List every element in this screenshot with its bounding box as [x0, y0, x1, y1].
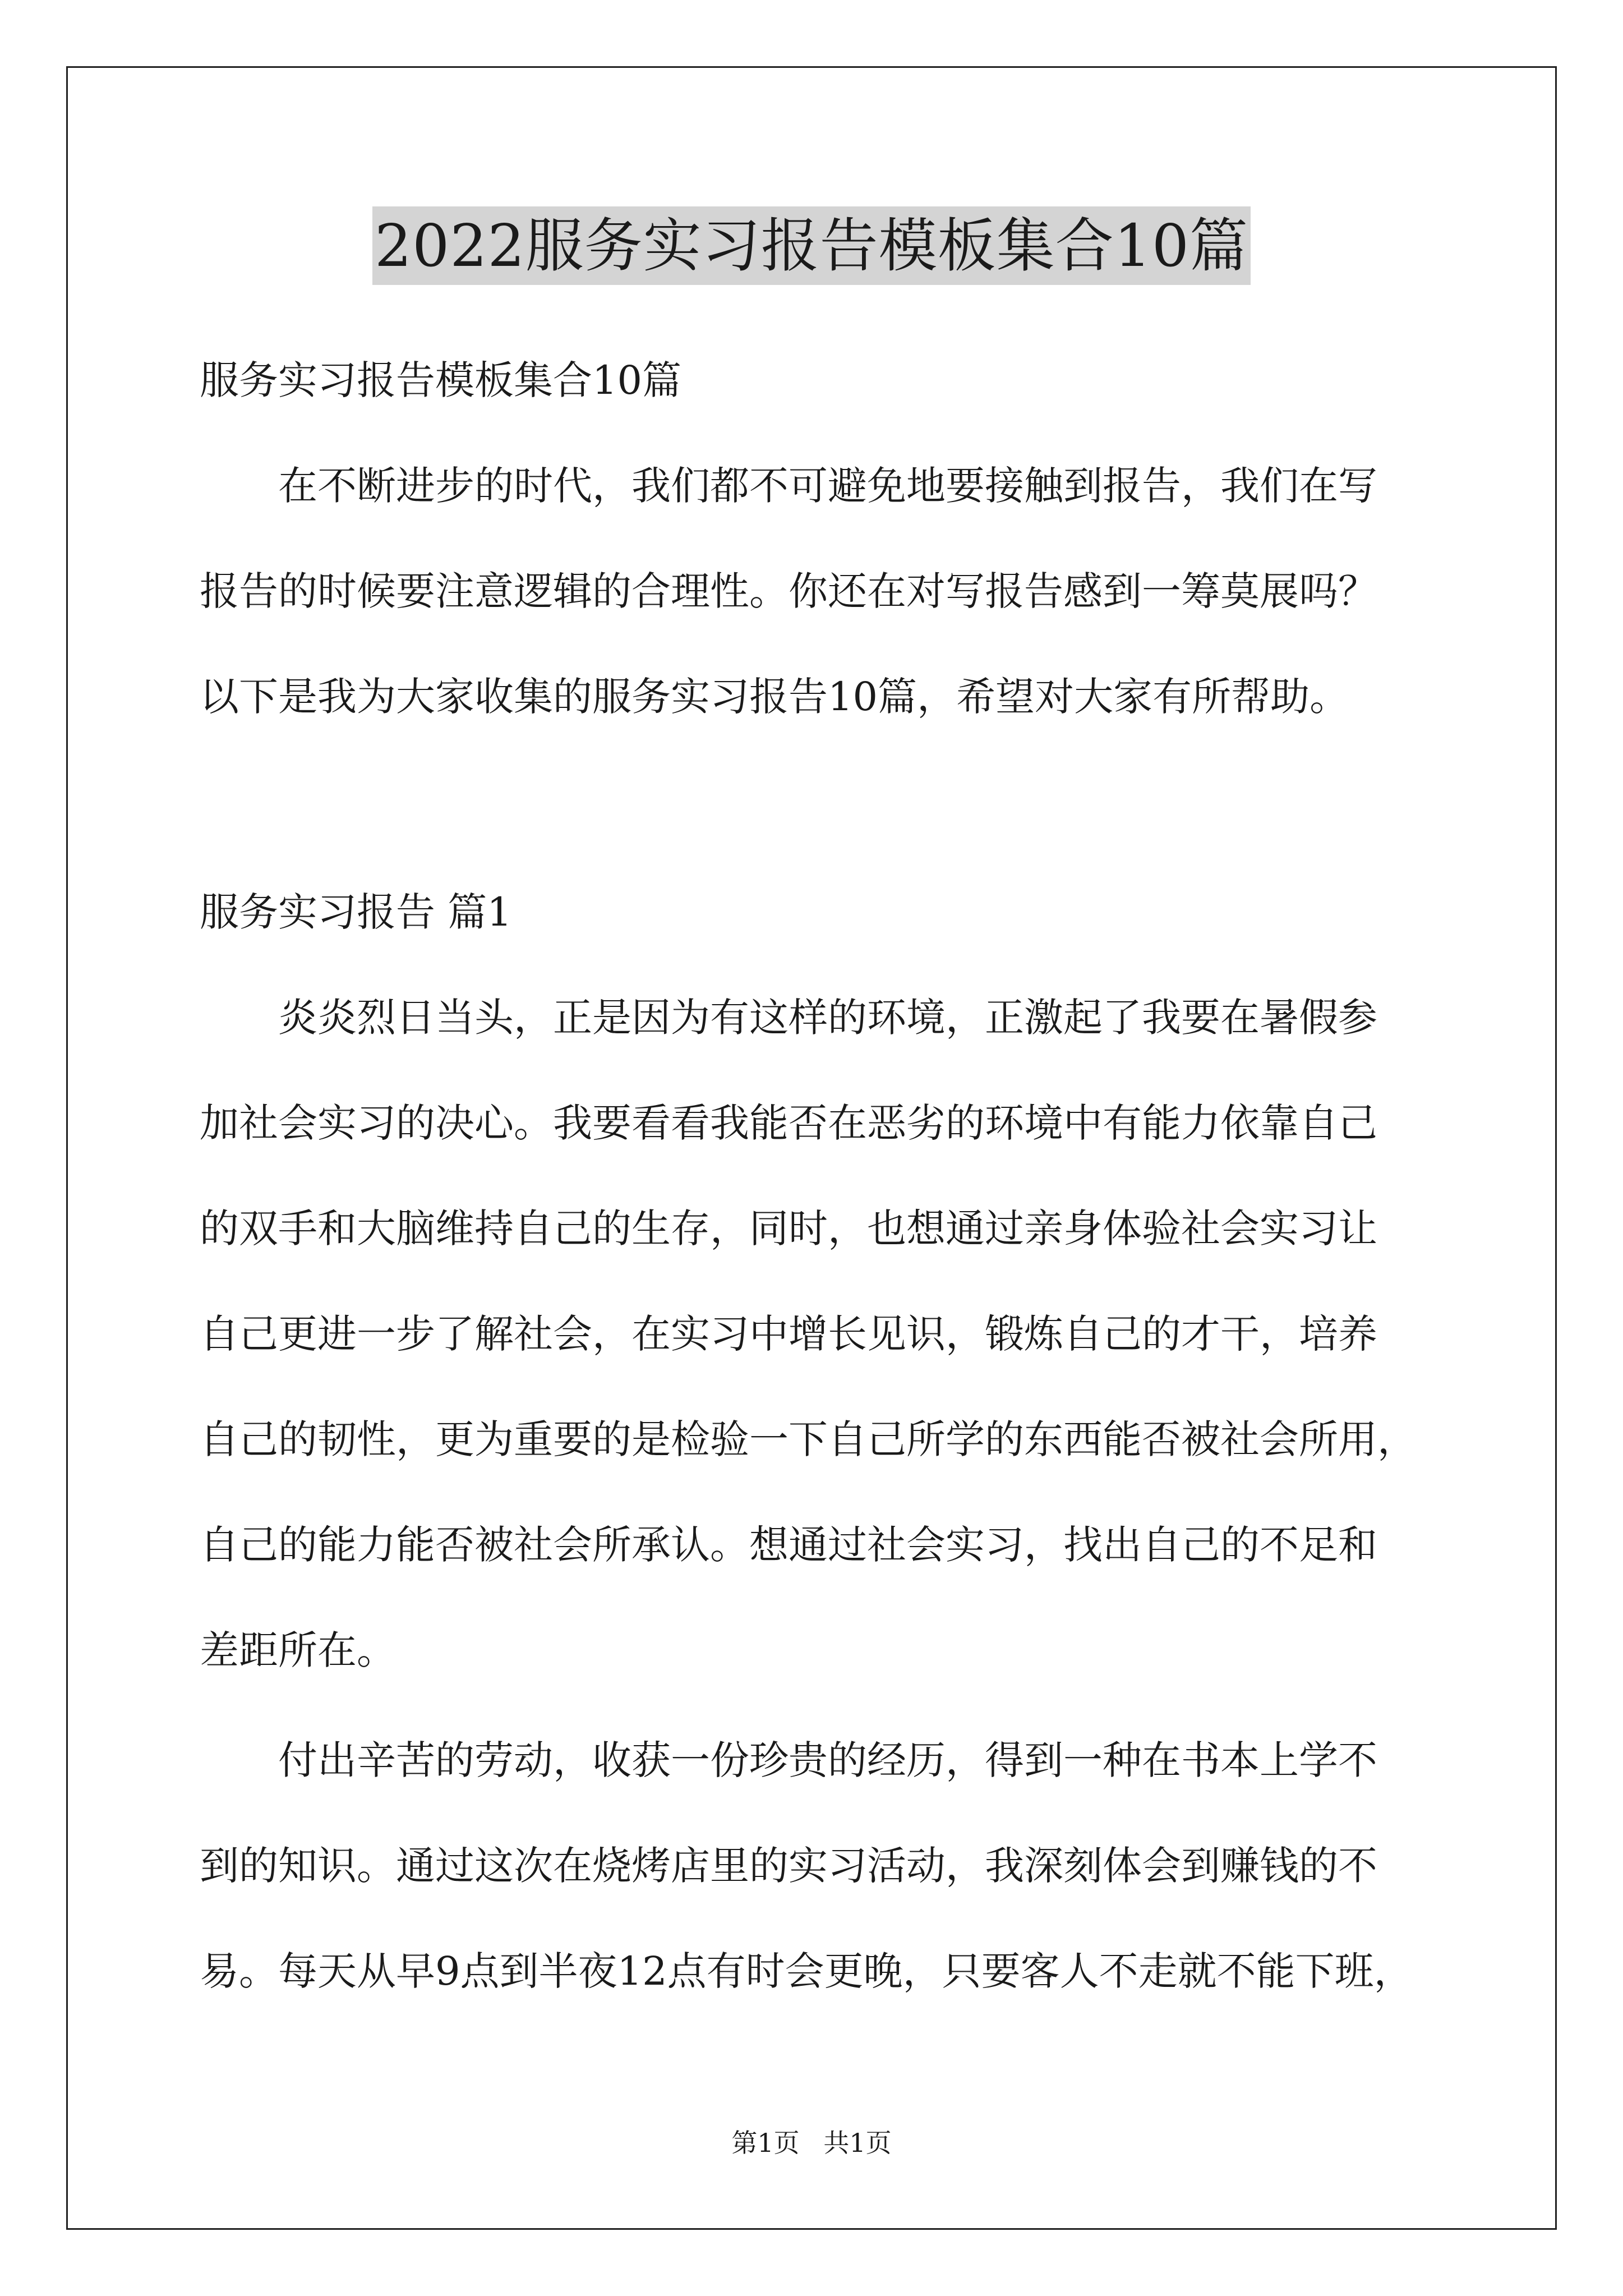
para1-line-2: 加社会实习的决心。我要看看我能否在恶劣的环境中有能力依靠自己	[200, 1100, 1377, 1146]
section-heading: 服务实习报告 篇1	[200, 889, 512, 935]
para2-line-3: 易。每天从早9点到半夜12点有时会更晚，只要客人不走就不能下班，	[200, 1948, 1413, 1994]
para1-line-7: 差距所在。	[200, 1627, 396, 1673]
page-footer	[0, 2126, 1623, 2160]
page-number: 第1页	[731, 2128, 800, 2158]
intro-line-3: 以下是我为大家收集的服务实习报告10篇，希望对大家有所帮助。	[200, 674, 1349, 720]
para1-line-1: 炎炎烈日当头，正是因为有这样的环境，正激起了我要在暑假参	[278, 995, 1377, 1041]
para2-line-2: 到的知识。通过这次在烧烤店里的实习活动，我深刻体会到赚钱的不	[200, 1843, 1377, 1889]
para1-line-3: 的双手和大脑维持自己的生存，同时，也想通过亲身体验社会实习让	[200, 1205, 1377, 1251]
para1-line-6: 自己的能力能否被社会所承认。想通过社会实习，找出自己的不足和	[200, 1522, 1377, 1568]
para2-line-1: 付出辛苦的劳动，收获一份珍贵的经历，得到一种在书本上学不	[278, 1737, 1377, 1783]
intro-line-1: 在不断进步的时代，我们都不可避免地要接触到报告，我们在写	[278, 463, 1377, 509]
document-subtitle: 服务实习报告模板集合10篇	[200, 357, 682, 403]
page-total: 共1页	[823, 2128, 892, 2158]
para1-line-5: 自己的韧性，更为重要的是检验一下自己所学的东西能否被社会所用，	[200, 1416, 1417, 1462]
title-container	[0, 206, 1623, 285]
intro-line-2: 报告的时候要注意逻辑的合理性。你还在对写报告感到一筹莫展吗？	[200, 568, 1377, 614]
para1-line-4: 自己更进一步了解社会，在实习中增长见识，锻炼自己的才干，培养	[200, 1311, 1377, 1357]
document-title: 2022服务实习报告模板集合10篇	[372, 206, 1251, 285]
